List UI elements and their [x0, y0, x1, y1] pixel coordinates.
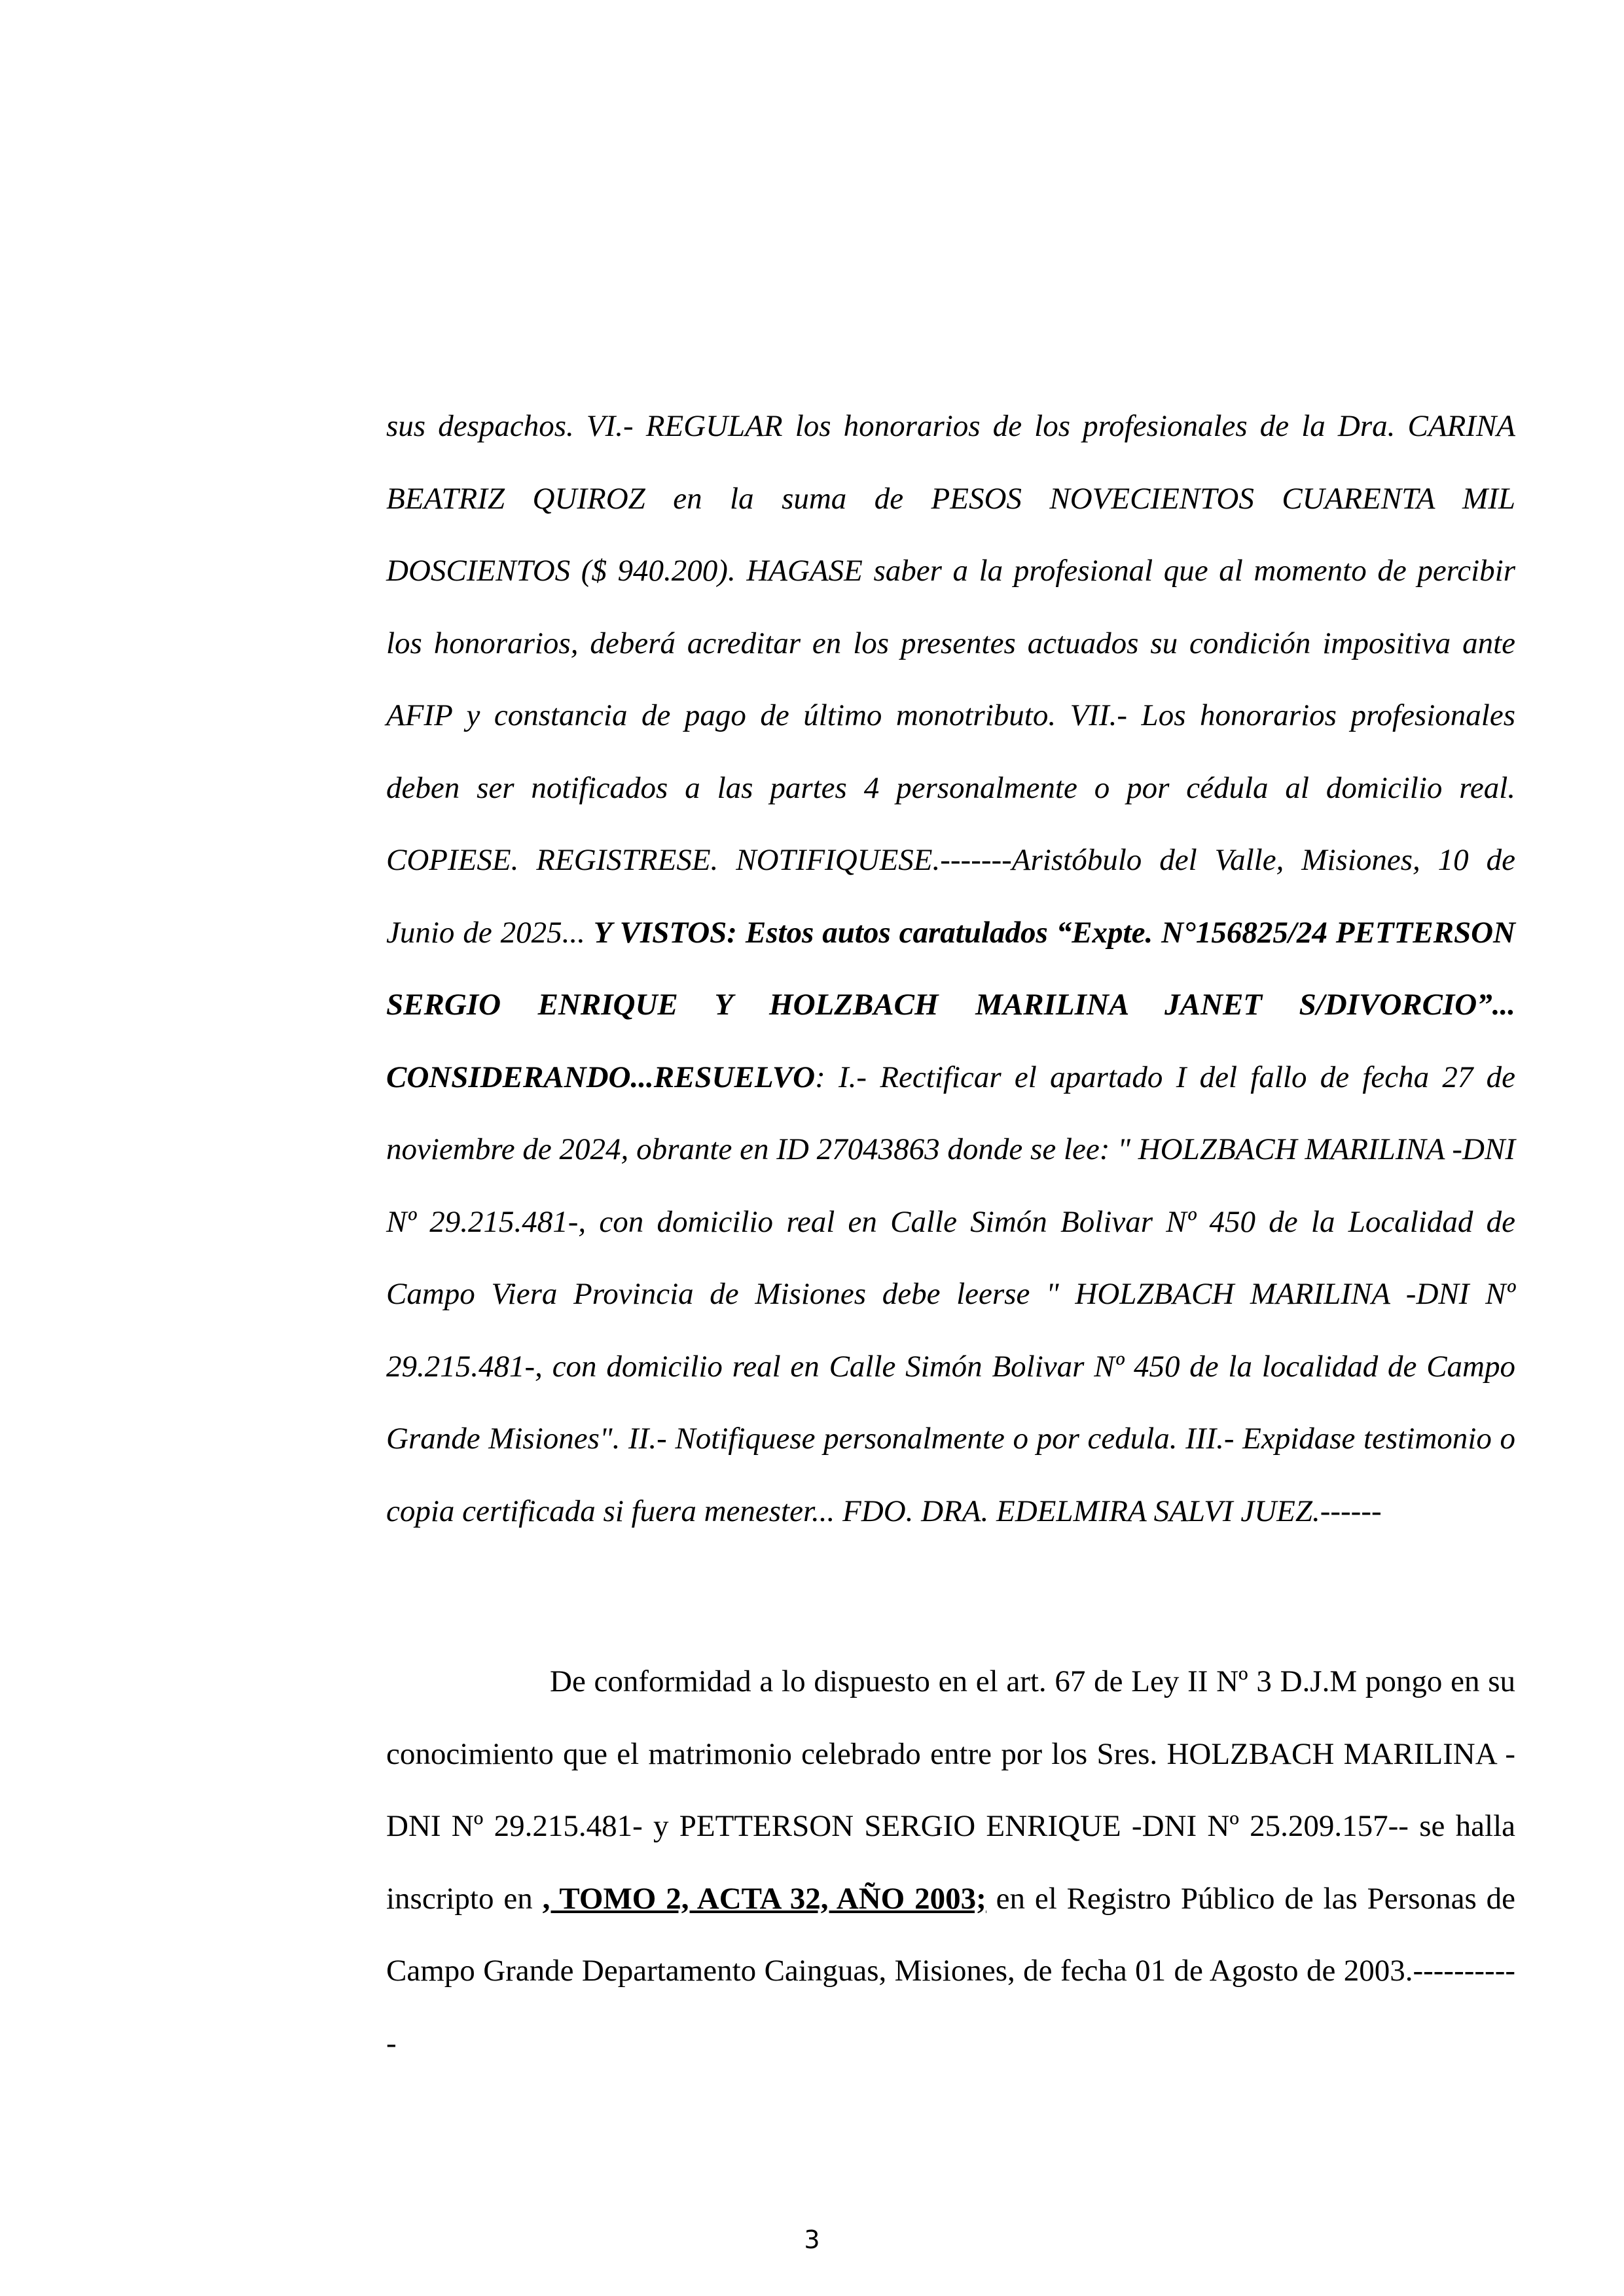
resolution-paragraph [386, 390, 1515, 1547]
registry-text-part-2: en el Registro Público de las Personas de Campo Grande Departamento Cainguas, Misiones, de fecha 01 de Agosto de 2003.----------- [386, 1881, 1515, 2060]
registry-record-reference: , TOMO 2, ACTA 32, AÑO 2003; [542, 1881, 986, 1916]
case-caption-bold: Y VISTOS: Estos autos caratulados “Expte. N°156825/24 PETTERSON SERGIO ENRIQUE Y HOLZBACH MARILINA JANET S/DIVORCIO”... CONSIDERANDO...RESUELVO [386, 915, 1515, 1094]
resolution-text-part-2: : I.- Rectificar el apartado I del fallo de fecha 27 de noviembre de 2024, obrante en ID 27043863 donde se lee: " HOLZBACH MARILINA -DNI Nº 29.215.481-, con domicilio real en Calle Simón Bolivar Nº 450 de la Localidad de Campo Viera Provincia de Misiones debe leerse " HOLZBACH MARILINA -DNI Nº 29.215.481-, con domicilio real en Calle Simón Bolivar Nº 450 de la localidad de Campo Grande Misiones". II.- Notifiquese personalmente o por cedula. III.- Expidase testimonio o copia certificada si fuera menester... FDO. DRA. EDELMIRA SALVI JUEZ.------ [386, 1060, 1515, 1528]
page-number: 3 [804, 2225, 820, 2254]
resolution-text-part-1: sus despachos. VI.- REGULAR los honorarios de los profesionales de la Dra. CARINA BEATRIZ QUIROZ en la suma de PESOS NOVECIENTOS CUARENTA MIL DOSCIENTOS ($ 940.200). HAGASE saber a la profesional que al momento de percibir los honorarios, deberá acreditar en los presentes actuados su condición impositiva ante AFIP y constancia de pago de último monotributo. VII.- Los honorarios profesionales deben ser notificados a las partes 4 personalmente o por cédula al domicilio real. COPIESE. REGISTRESE. NOTIFIQUESE.-------Aristóbulo del Valle, Misiones, 10 de Junio de 2025... [386, 409, 1515, 950]
registry-paragraph [386, 1645, 1515, 2079]
registry-text-part-1: De conformidad a lo dispuesto en el art. 67 de Ley II Nº 3 D.J.M pongo en su conocimiento que el matrimonio celebrado entre por los Sres. HOLZBACH MARILINA -DNI Nº 29.215.481- y PETTERSON SERGIO ENRIQUE -DNI Nº 25.209.157-- se halla inscripto en [386, 1664, 1515, 1916]
